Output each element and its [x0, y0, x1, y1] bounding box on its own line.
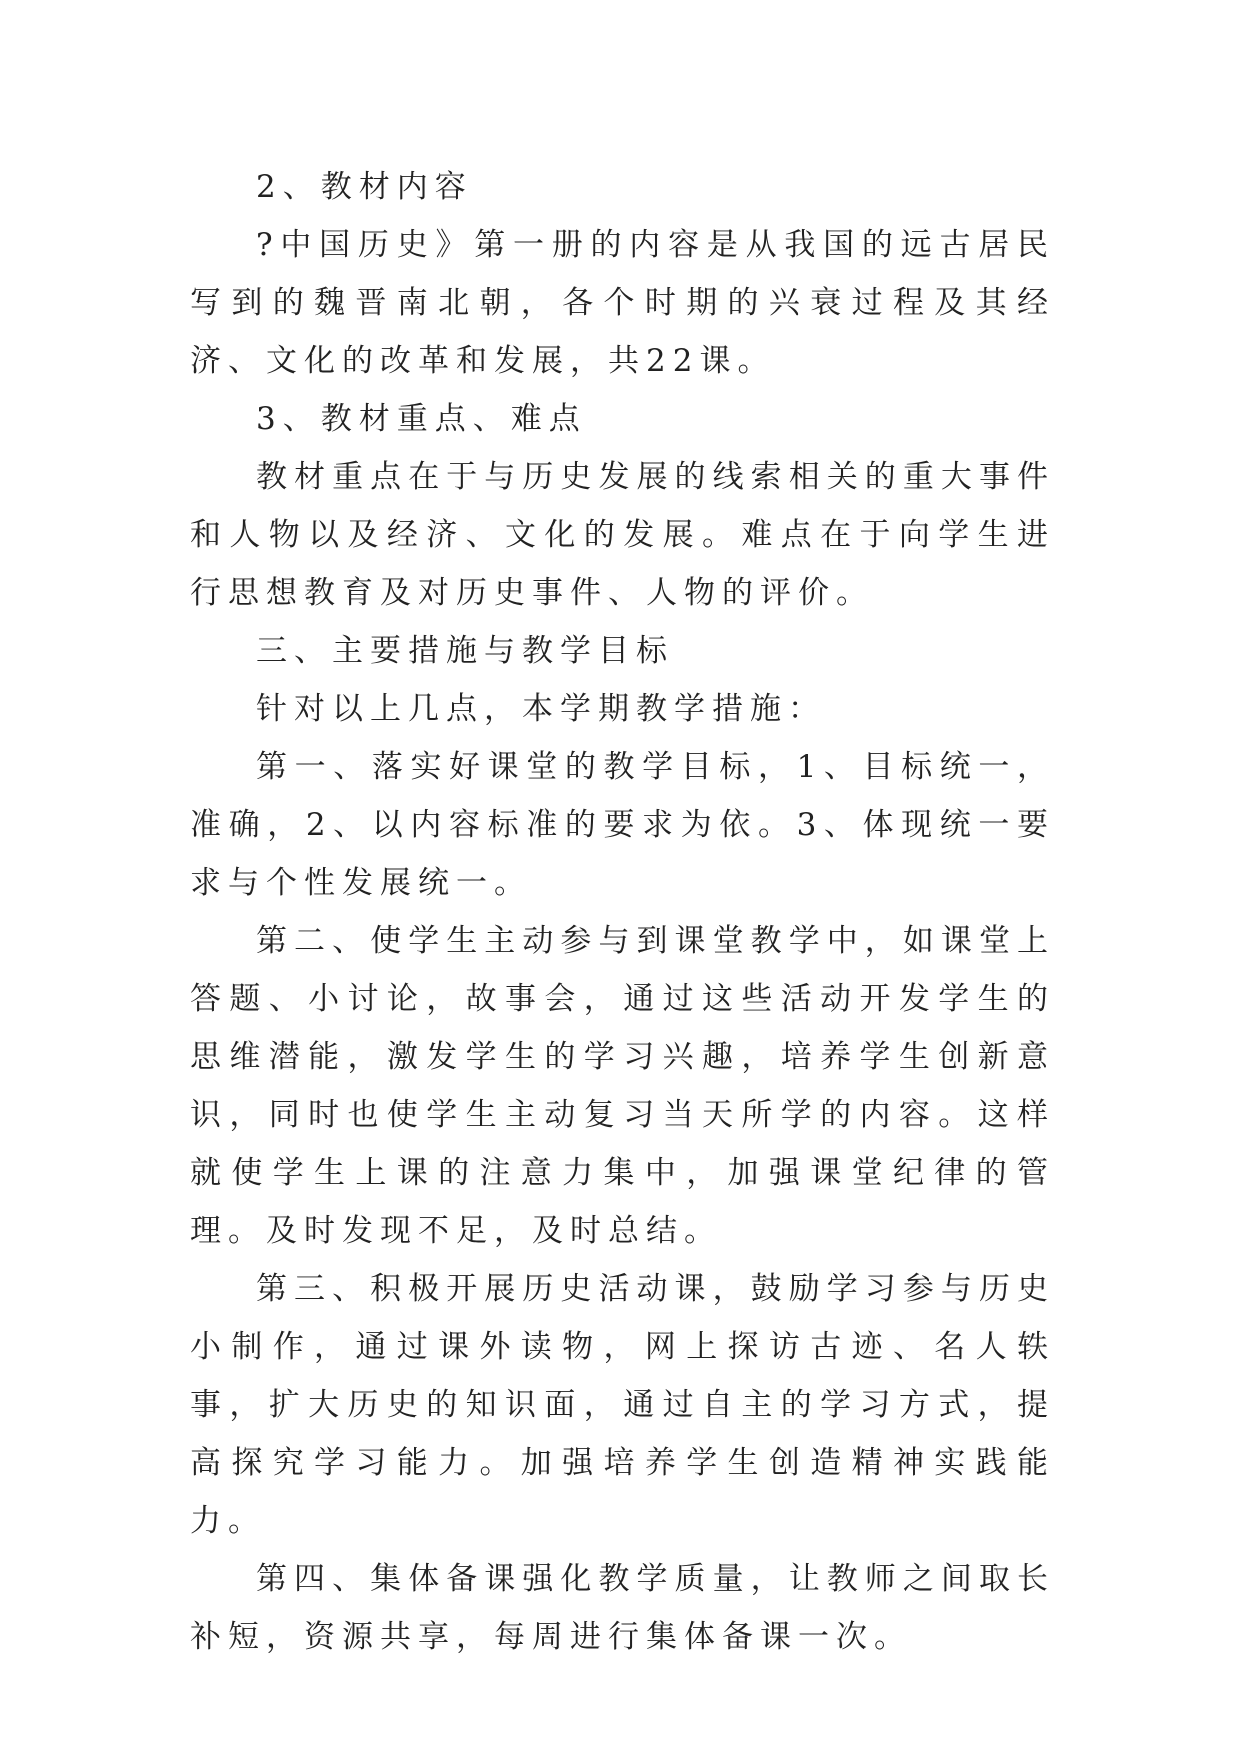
- paragraph-measure-third: 第三、积极开展历史活动课，鼓励学习参与历史小制作，通过课外读物，网上探访古迹、名人轶事，扩大历史的知识面，通过自主的学习方式，提高探究学习能力。加强培养学生创造精神实践能力。: [190, 1271, 1055, 1539]
- paragraph-measure-second: 第二、使学生主动参与到课堂教学中，如课堂上答题、小讨论，故事会，通过这些活动开发学生的思维潜能，激发学生的学习兴趣，培养学生创新意识，同时也使学生主动复习当天所学的内容。这样就使学生上课的注意力集中，加强课堂纪律的管理。及时发现不足，及时总结。: [190, 923, 1055, 1249]
- paragraph-key-points: 教材重点在于与历史发展的线索相关的重大事件和人物以及经济、文化的发展。难点在于向学生进行思想教育及对历史事件、人物的评价。: [190, 459, 1055, 611]
- paragraph-textbook-content: ?中国历史》第一册的内容是从我国的远古居民写到的魏晋南北朝，各个时期的兴衰过程及其经济、文化的改革和发展，共22课。: [190, 227, 1055, 379]
- paragraph-measure-first: 第一、落实好课堂的教学目标，1、目标统一，准确，2、以内容标准的要求为依。3、体现统一要求与个性发展统一。: [190, 749, 1055, 901]
- section-heading-textbook-content: 2、教材内容: [256, 169, 473, 205]
- section-heading-measures-goals: 三、主要措施与教学目标: [256, 633, 674, 669]
- section-heading-key-points: 3、教材重点、难点: [256, 401, 587, 437]
- paragraph-measures-intro: 针对以上几点，本学期教学措施：: [256, 691, 826, 727]
- paragraph-measure-fourth: 第四、集体备课强化教学质量，让教师之间取长补短，资源共享，每周进行集体备课一次。: [190, 1561, 1055, 1655]
- document-body: [190, 158, 1055, 1666]
